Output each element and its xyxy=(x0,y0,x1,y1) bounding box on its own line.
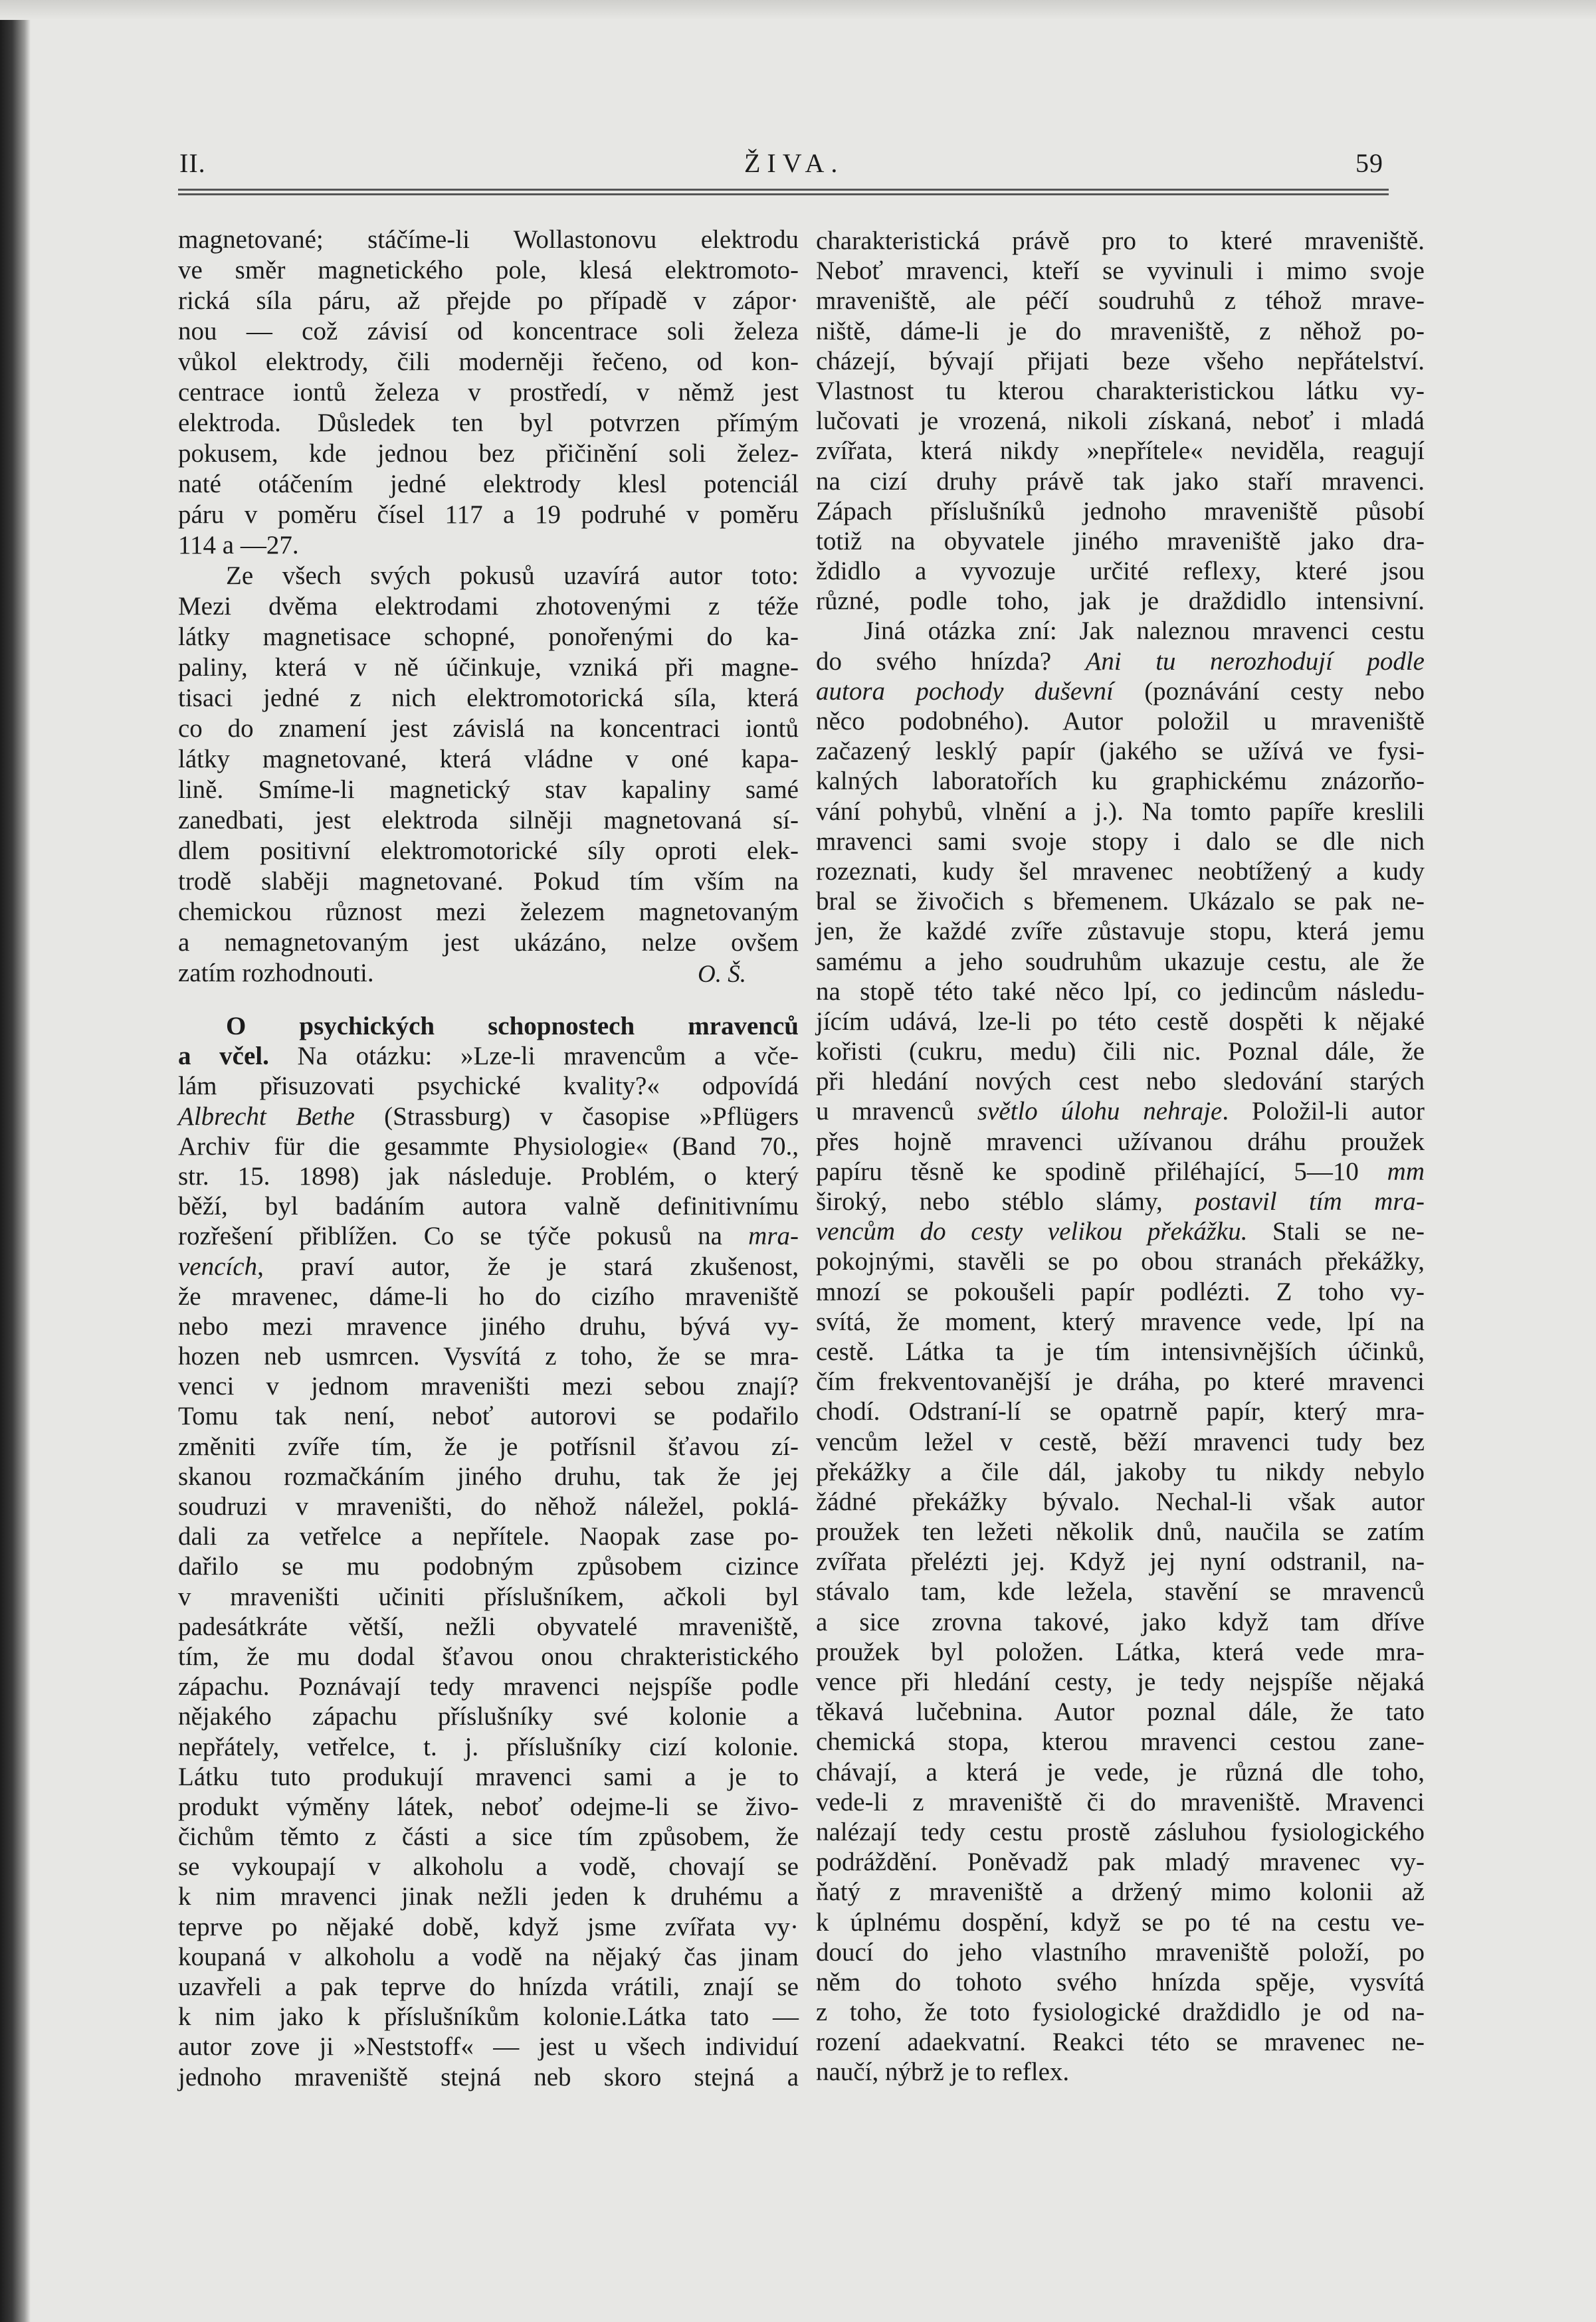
text-line xyxy=(178,622,799,652)
page-number: 59 xyxy=(1355,148,1383,178)
text-line xyxy=(816,1096,1425,1126)
text-line xyxy=(178,1521,799,1551)
body-text: široký, nebo stéblo slámy, xyxy=(816,1187,1195,1216)
body-text: venci v jednom mraveništi mezi sebou znají? xyxy=(178,1372,799,1401)
italic-text: Albrecht Bethe xyxy=(178,1102,355,1131)
body-text: vence při hledání cesty, je tedy nejspíše nějaká xyxy=(816,1668,1425,1696)
body-text: tím, že mu dodal šťavou onou chrakteristického xyxy=(178,1642,799,1671)
body-text: vání pohybů, vlnění a j.). Na tomto papíře kreslili xyxy=(816,797,1425,826)
text-line xyxy=(178,1071,799,1101)
body-text: lině. Smíme-li magnetický stav kapaliny samé xyxy=(178,775,799,804)
text-line xyxy=(178,530,799,561)
text-line xyxy=(816,1216,1425,1246)
text-line xyxy=(816,856,1425,886)
body-text: a sice zrovna takové, jako když tam dříve xyxy=(816,1607,1425,1636)
text-line xyxy=(178,927,799,958)
body-text: co do znamení jest závislá na koncentraci iontů xyxy=(178,714,799,743)
body-text: skanou rozmačkáním jiného druhu, tak že jej xyxy=(178,1462,799,1491)
text-line xyxy=(816,1907,1425,1937)
body-text: soudruzi v mraveništi, do něhož náležel, poklá- xyxy=(178,1492,799,1521)
body-text: rická síla páru, až přejde po případě v zápor· xyxy=(178,286,799,315)
body-text: na cizí druhy právě tak jako staří mravenci. xyxy=(816,466,1425,496)
text-line xyxy=(178,438,799,469)
body-text: jícím udává, lze-li po této cestě dospěti k nějaké xyxy=(816,1007,1425,1036)
text-line xyxy=(178,1492,799,1521)
body-text: ve směr magnetického pole, klesá elektromoto- xyxy=(178,256,799,284)
text-line xyxy=(816,256,1425,286)
body-text: 114 a —27. xyxy=(178,531,299,559)
body-text: nalézají tedy cestu prostě zásluhou fysiologického xyxy=(816,1817,1425,1846)
body-text: chemickou různost mezi železem magnetovaným xyxy=(178,898,799,926)
section-heading: a včel. xyxy=(178,1042,269,1071)
text-line xyxy=(816,1817,1425,1847)
text-line xyxy=(178,836,799,866)
text-line xyxy=(178,897,799,927)
body-text: dali za vetřelce a nepřítele. Naopak zase po- xyxy=(178,1522,799,1551)
body-text: stávalo tam, kde ležela, stavění se mravenců xyxy=(816,1577,1425,1606)
body-text: papíru těsně ke spodině přiléhající, 5—10 xyxy=(816,1157,1387,1186)
text-line xyxy=(178,1972,799,2002)
text-line xyxy=(178,1102,799,1131)
body-text: chemická stopa, kterou mravenci cestou zane- xyxy=(816,1727,1425,1757)
text-line xyxy=(816,706,1425,736)
section-heading: O psychických schopnostech mravenců xyxy=(226,1012,799,1040)
body-text: elektroda. Důsledek ten byl potvrzen přímým xyxy=(178,409,799,437)
body-text: že mravenec, dáme-li ho do cizího mraveniště xyxy=(178,1282,799,1311)
text-line xyxy=(178,377,799,408)
text-line xyxy=(178,1762,799,1792)
journal-title: ŽIVA. xyxy=(744,148,845,178)
text-line xyxy=(178,1612,799,1642)
text-line xyxy=(178,500,799,530)
text-line xyxy=(816,316,1425,346)
body-text: se vykoupají v alkoholu a vodě, chovají se xyxy=(178,1852,799,1882)
body-text: u mravenců xyxy=(816,1097,977,1126)
body-text: Jiná otázka zní: Jak naleznou mravenci cestu xyxy=(864,617,1425,646)
text-line xyxy=(178,1221,799,1251)
text-line xyxy=(178,1011,799,1041)
body-text: cestě. Látka ta je tím intensivnějších účinků, xyxy=(816,1337,1425,1366)
body-text: Látku tuto produkují mravenci sami a je to xyxy=(178,1762,799,1791)
text-line xyxy=(178,1252,799,1282)
body-text: něco podobného). Autor položil u mraveniště xyxy=(816,707,1425,735)
body-text: jen, že každé zvíře zůstavuje stopu, která jemu xyxy=(816,917,1425,946)
body-text: rozeznati, kudy šel mravenec neobtížený a kudy xyxy=(816,856,1425,886)
text-line xyxy=(178,1852,799,1882)
text-line xyxy=(816,496,1425,526)
body-text: dlem positivní elektromotorické síly oproti elek- xyxy=(178,836,799,865)
body-text: dařilo se mu podobným způsobem cizince xyxy=(178,1552,799,1581)
text-line xyxy=(178,1191,799,1221)
body-text: k nim jako k příslušníkům kolonie.Látka tato — xyxy=(178,2002,799,2032)
body-text: nepřátely, vetřelce, t. j. příslušníky cizí kolonie. xyxy=(178,1732,799,1761)
body-text: produkt výměny látek, neboť odejme-li se živo- xyxy=(178,1792,799,1821)
text-line xyxy=(178,1401,799,1431)
right-column-ants-article xyxy=(816,226,1425,2087)
body-text: něm do tohoto svého hnízda spěje, vysvítá xyxy=(816,1967,1425,1996)
volume-number: II. xyxy=(179,148,206,178)
body-text: zanedbati, jest elektroda silněji magnetovaná sí- xyxy=(178,806,799,834)
body-text: jednoho mraveniště stejná neb skoro stejná a xyxy=(178,2062,799,2091)
body-text: naté otáčením jedné elektrody klesl potenciál xyxy=(178,470,799,498)
text-line xyxy=(816,556,1425,586)
text-line xyxy=(178,1432,799,1462)
text-line xyxy=(816,1457,1425,1487)
text-line xyxy=(816,1307,1425,1337)
body-text: začazený lesklý papír (jakého se užívá ve fysi- xyxy=(816,737,1425,766)
body-text: mravenci sami svoje stopy i dalo se dle nich xyxy=(816,826,1425,856)
text-line xyxy=(816,1337,1425,1367)
italic-text: autora pochody duševní xyxy=(816,676,1114,706)
text-line xyxy=(178,469,799,500)
text-line xyxy=(178,775,799,805)
body-text: Vlastnost tu kterou charakteristickou látku vy- xyxy=(816,376,1425,405)
text-line xyxy=(816,436,1425,466)
text-line xyxy=(816,766,1425,796)
body-text: Na otázku: »Lze-li mravencům a vče- xyxy=(268,1042,799,1071)
body-text: charakteristická právě pro to které mraveniště. xyxy=(816,227,1425,255)
text-line xyxy=(816,466,1425,496)
body-text: různé, podle toho, jak je draždidlo intensivní. xyxy=(816,587,1425,616)
body-text: žádné překážky bývalo. Nechal-li však autor xyxy=(816,1487,1425,1516)
text-line xyxy=(816,1547,1425,1577)
text-line xyxy=(178,2032,799,2062)
body-text: cházejí, bývají přijati beze všeho nepřátelství. xyxy=(816,346,1425,375)
body-text: pokojnými, stavěli se po obou stranách překážky, xyxy=(816,1247,1425,1276)
text-line xyxy=(816,1487,1425,1517)
text-line xyxy=(178,347,799,377)
text-line xyxy=(178,591,799,622)
text-line xyxy=(178,1912,799,1942)
body-text: nou — což závisí od koncentrace soli železa xyxy=(178,317,799,345)
text-line xyxy=(816,1667,1425,1697)
body-text: paliny, která v ně účinkuje, vzniká při magne- xyxy=(178,653,799,682)
text-line xyxy=(178,2002,799,2032)
body-text: zvířata, která nikdy »nepřítele« neviděla, reagují xyxy=(816,436,1425,466)
body-text: tisaci jedné z nich elektromotorická síla, která xyxy=(178,684,799,712)
body-text: rození adaekvatní. Reakci této se mravenec ne- xyxy=(816,2028,1425,2057)
text-line xyxy=(816,1517,1425,1547)
body-text: teprve po nějaké době, když jsme zvířata vy· xyxy=(178,1912,799,1941)
text-line xyxy=(816,1007,1425,1036)
body-text: nějakého zápachu příslušníky své kolonie a xyxy=(178,1702,799,1731)
body-text: koupaná v alkoholu a vodě na nějaký čas jinam xyxy=(178,1942,799,1971)
text-line xyxy=(816,616,1425,646)
left-column-magnetism-article xyxy=(178,225,799,989)
body-text: podráždění. Poněvadž pak mladý mravenec vy- xyxy=(816,1848,1425,1877)
italic-text: mra- xyxy=(748,1222,799,1251)
text-line xyxy=(816,1607,1425,1637)
text-line xyxy=(178,1732,799,1762)
text-line xyxy=(178,1672,799,1701)
text-line xyxy=(178,561,799,591)
body-text: str. 15. 1898) jak následuje. Problém, o který xyxy=(178,1161,799,1191)
body-text: naučí, nýbrž je to reflex. xyxy=(816,2058,1070,2087)
body-text: vencům ležel v cestě, běží mravenci tudy bez xyxy=(816,1427,1425,1456)
body-text: uzavřeli a pak teprve do hnízda vrátili, znají se xyxy=(178,1973,799,2001)
body-text: Stali se ne- xyxy=(1247,1217,1425,1246)
text-line xyxy=(178,1551,799,1581)
body-text: lám přisuzovati psychické kvality?« odpovídá xyxy=(178,1072,799,1101)
text-line xyxy=(816,1787,1425,1817)
text-line xyxy=(816,916,1425,946)
text-line xyxy=(816,1127,1425,1157)
body-text: páru v poměru čísel 117 a 19 podruhé v poměru xyxy=(178,500,799,529)
italic-text: mm xyxy=(1387,1157,1425,1186)
text-line xyxy=(178,1161,799,1191)
body-text: svítá, že moment, který mravence vede, lpí na xyxy=(816,1307,1425,1336)
text-line xyxy=(816,1847,1425,1877)
body-text: běží, byl badáním autora valně definitivnímu xyxy=(178,1192,799,1221)
text-line xyxy=(816,376,1425,406)
text-line xyxy=(816,1397,1425,1426)
text-line xyxy=(816,1187,1425,1216)
scan-page-edge xyxy=(0,0,31,2322)
body-text: samému a jeho soudruhům ukazuje cestu, ale že xyxy=(816,947,1425,976)
text-line xyxy=(816,2027,1425,2057)
text-line xyxy=(178,316,799,347)
text-line xyxy=(816,406,1425,436)
body-text: chávají, a která je vede, je různá dle toho, xyxy=(816,1757,1425,1787)
text-line xyxy=(178,805,799,836)
text-line xyxy=(816,736,1425,766)
body-text: mnozí se pokoušeli papír podlézti. Z toho vy- xyxy=(816,1277,1425,1306)
body-text: zvířata přelézti jej. Když jej nyní odstranil, na- xyxy=(816,1547,1425,1577)
text-line xyxy=(178,683,799,714)
body-text: Archiv für die gesammte Physiologie« (Band 70., xyxy=(178,1131,799,1161)
text-line xyxy=(178,1131,799,1161)
text-line xyxy=(178,1311,799,1341)
text-line xyxy=(816,226,1425,256)
text-line xyxy=(178,255,799,286)
text-line xyxy=(178,1282,799,1311)
italic-text: Ani tu nerozhodují podle xyxy=(1085,646,1425,676)
body-text: nebo mezi mravence jiného druhu, bývá vy- xyxy=(178,1311,799,1341)
body-text: trodě slaběji magnetované. Pokud tím vším na xyxy=(178,867,799,896)
text-line xyxy=(178,714,799,744)
body-text: k nim mravenci jinak nežli jeden k druhému a xyxy=(178,1882,799,1911)
scan-top-shadow xyxy=(0,0,1596,20)
body-text: Tomu tak není, neboť autorovi se podařilo xyxy=(178,1402,799,1431)
text-line xyxy=(816,886,1425,916)
body-text: Ze všech svých pokusů uzavírá autor toto: xyxy=(226,561,799,590)
body-text: těkavá lučebnina. Autor poznal dále, že tato xyxy=(816,1697,1425,1727)
body-text: vede-li z mraveniště či do mraveniště. Mravenci xyxy=(816,1787,1425,1816)
body-text: magnetované; stáčíme-li Wollastonovu elektrodu xyxy=(178,225,799,254)
text-line xyxy=(816,826,1425,856)
text-line xyxy=(816,1697,1425,1727)
text-line xyxy=(178,2062,799,2092)
body-text: autor zove ji »Neststoff« — jest u všech individuí xyxy=(178,2032,799,2062)
text-line xyxy=(816,676,1425,706)
text-line xyxy=(178,1462,799,1492)
body-text: mraveniště, ale péčí soudruhů z téhož mrave- xyxy=(816,286,1425,316)
body-text: padesátkráte větší, nežli obyvatelé mraveniště, xyxy=(178,1612,799,1641)
body-text: (Strassburg) v časopise »Pflügers xyxy=(354,1102,799,1131)
text-line xyxy=(178,1642,799,1672)
text-line xyxy=(816,526,1425,556)
body-text: čichům těmto z části a sice tím způsobem, že xyxy=(178,1822,799,1852)
text-line xyxy=(178,744,799,775)
body-text: ňatý z mraveniště a držený mimo kolonii až xyxy=(816,1878,1425,1907)
body-text: proužek byl položen. Látka, která vede mra- xyxy=(816,1637,1425,1666)
text-line xyxy=(178,408,799,438)
body-text: na stopě této také něco lpí, co jedincům následu- xyxy=(816,977,1425,1006)
italic-text: vencích xyxy=(178,1252,258,1281)
text-line xyxy=(178,866,799,897)
text-line xyxy=(816,286,1425,316)
text-line xyxy=(816,1427,1425,1457)
text-line xyxy=(816,1577,1425,1606)
left-column-ants-article xyxy=(178,1011,799,2092)
text-line xyxy=(816,346,1425,376)
text-line xyxy=(178,1792,799,1822)
text-line xyxy=(816,947,1425,977)
body-text: a nemagnetovaným jest ukázáno, nelze ovšem xyxy=(178,928,799,957)
text-line xyxy=(178,1371,799,1401)
text-line xyxy=(178,1041,799,1071)
text-line xyxy=(178,1701,799,1731)
text-line xyxy=(178,1582,799,1612)
body-text: v mraveništi učiniti příslušníkem, ačkoli byl xyxy=(178,1582,799,1611)
header-rule xyxy=(178,193,1389,195)
text-line xyxy=(178,652,799,683)
text-line xyxy=(178,286,799,316)
body-text: zápachu. Poznávají tedy mravenci nejspíše podle xyxy=(178,1672,799,1701)
text-line xyxy=(178,225,799,255)
body-text: při hledání nových cest nebo sledování starých xyxy=(816,1067,1425,1096)
text-line xyxy=(816,1937,1425,1967)
italic-text: postavil tím mra- xyxy=(1195,1187,1425,1216)
author-signature: O. Š. xyxy=(698,961,746,988)
text-line xyxy=(178,1942,799,1972)
body-text: centrace iontů železa v prostředí, v němž jest xyxy=(178,378,799,407)
body-text: změniti zvíře tím, že je potřísnil šťavou zí- xyxy=(178,1432,799,1461)
text-line xyxy=(816,586,1425,616)
body-text: (poznávání cesty nebo xyxy=(1113,676,1425,706)
body-text: Mezi dvěma elektrodami zhotovenými z téže xyxy=(178,592,799,621)
body-text: k úplnému dospění, když se po té na cestu ve- xyxy=(816,1907,1425,1937)
body-text: Zápach příslušníků jednoho mraveniště působí xyxy=(816,496,1425,526)
text-line xyxy=(816,977,1425,1007)
text-line xyxy=(816,1277,1425,1307)
body-text: zatím rozhodnouti. xyxy=(178,959,374,987)
text-line xyxy=(816,646,1425,676)
body-text: ždidlo a vyvozuje určité reflexy, které jsou xyxy=(816,557,1425,586)
text-line xyxy=(816,1967,1425,1997)
body-text: totiž na obyvatele jiného mraveniště jako dra- xyxy=(816,526,1425,555)
body-text: vůkol elektrody, čili moderněji řečeno, od kon- xyxy=(178,347,799,376)
body-text: přes hojně mravenci užívanou dráhu proužek xyxy=(816,1127,1425,1156)
text-line xyxy=(816,1997,1425,2027)
text-line xyxy=(816,1367,1425,1397)
body-text: látky magnetisace schopné, ponořenými do ka- xyxy=(178,623,799,651)
body-text: hozen neb usmrcen. Vysvítá z toho, že se mra- xyxy=(178,1342,799,1371)
body-text: bral se živočich s břemenem. Ukázalo se pak ne- xyxy=(816,887,1425,916)
body-text: čím frekventovanější je dráha, po které mravenci xyxy=(816,1367,1425,1397)
body-text: do svého hnízda? xyxy=(816,646,1086,676)
text-line xyxy=(816,797,1425,826)
body-text: doucí do jeho vlastního mraveniště položí, po xyxy=(816,1937,1425,1967)
text-line xyxy=(816,1637,1425,1667)
text-line xyxy=(816,1066,1425,1096)
body-text: pokusem, kde jednou bez přičinění soli želez- xyxy=(178,439,799,468)
text-line xyxy=(178,1882,799,1911)
text-line xyxy=(816,2057,1425,2087)
body-text: kalných laboratořích ku graphickému znázorňo- xyxy=(816,767,1425,796)
text-line xyxy=(816,1246,1425,1276)
text-line xyxy=(178,1341,799,1371)
body-text: látky magnetované, která vládne v oné kapa- xyxy=(178,745,799,773)
body-text: Neboť mravenci, kteří se vyvinuli i mimo svoje xyxy=(816,256,1425,286)
body-text: kořisti (cukru, medu) čili nic. Poznal dále, že xyxy=(816,1037,1425,1066)
body-text: niště, dáme-li je do mraveniště, z něhož po- xyxy=(816,316,1425,345)
header-rule xyxy=(178,189,1389,191)
body-text: . Položil-li autor xyxy=(1222,1097,1425,1126)
text-line xyxy=(178,1822,799,1852)
text-line xyxy=(816,1877,1425,1907)
text-line xyxy=(816,1036,1425,1066)
text-line xyxy=(816,1727,1425,1757)
body-text: , praví autor, že je stará zkušenost, xyxy=(257,1252,799,1281)
text-line xyxy=(816,1157,1425,1187)
italic-text: světlo úlohu nehraje xyxy=(977,1097,1223,1126)
body-text: chodí. Odstraní-lí se opatrně papír, který mra- xyxy=(816,1397,1425,1426)
body-text: z toho, že toto fysiologické draždidlo je od na- xyxy=(816,1998,1425,2027)
body-text: lučovati je vrozená, nikoli získaná, neboť i mladá xyxy=(816,407,1425,436)
body-text: překážky a čile dál, jakoby tu nikdy nebylo xyxy=(816,1457,1425,1486)
italic-text: vencům do cesty velikou překážku. xyxy=(816,1217,1248,1246)
body-text: rozřešení přiblížen. Co se týče pokusů na xyxy=(178,1222,749,1251)
text-line xyxy=(816,1757,1425,1787)
body-text: proužek ten ležeti několik dnů, naučila se zatím xyxy=(816,1517,1425,1547)
